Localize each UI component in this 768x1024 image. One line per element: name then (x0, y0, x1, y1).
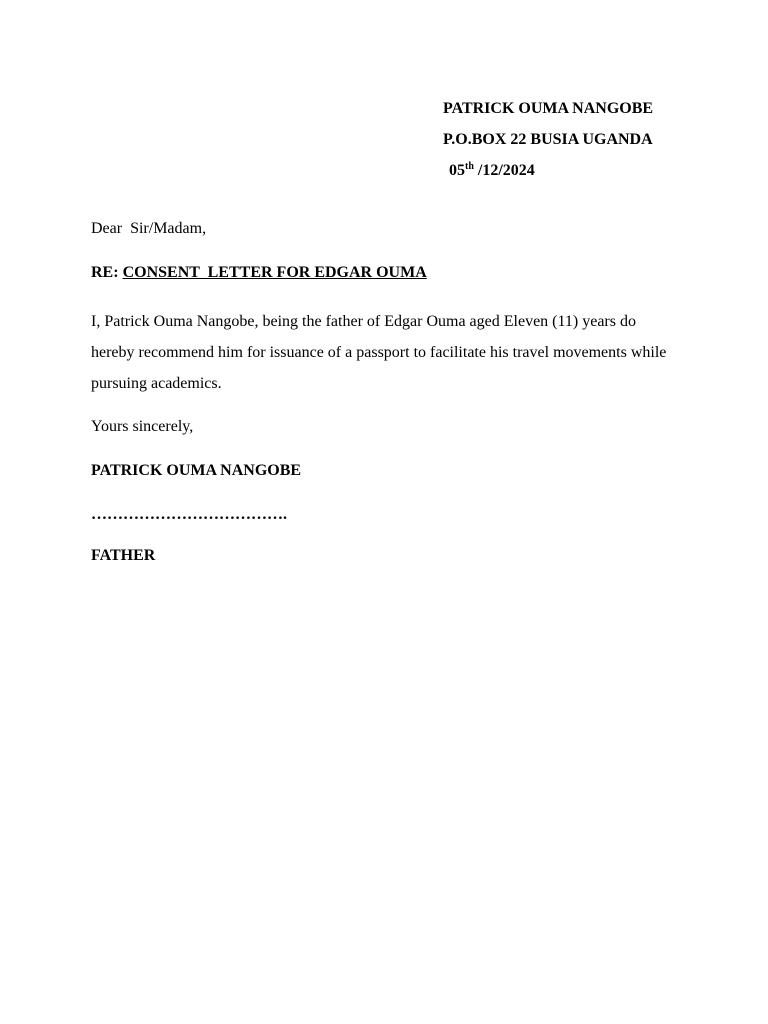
signer-role: FATHER (91, 547, 156, 564)
sender-address: P.O.BOX 22 BUSIA UGANDA (443, 131, 653, 148)
signer-name: PATRICK OUMA NANGOBE (91, 462, 302, 479)
letter-body (91, 218, 691, 567)
subject-prefix: RE: (91, 264, 123, 281)
date-suffix: th (465, 161, 474, 172)
sender-block (443, 93, 653, 186)
sender-name: PATRICK OUMA NANGOBE (443, 100, 654, 117)
subject-line (91, 262, 691, 284)
letter-date (443, 155, 653, 186)
subject-text: CONSENT LETTER FOR EDGAR OUMA (122, 264, 427, 281)
closing: Yours sincerely, (91, 418, 194, 435)
body-paragraph: I, Patrick Ouma Nangobe, being the father of Edgar Ouma aged Eleven (11) years do hereby recommend him for issuance of a passport to facilitate his travel movements while pursuing academics. (91, 313, 667, 392)
signature-line: ………………………………. (91, 506, 287, 523)
salutation: Dear Sir/Madam, (91, 220, 207, 237)
date-day: 05 (449, 162, 465, 179)
date-rest: /12/2024 (473, 162, 535, 179)
